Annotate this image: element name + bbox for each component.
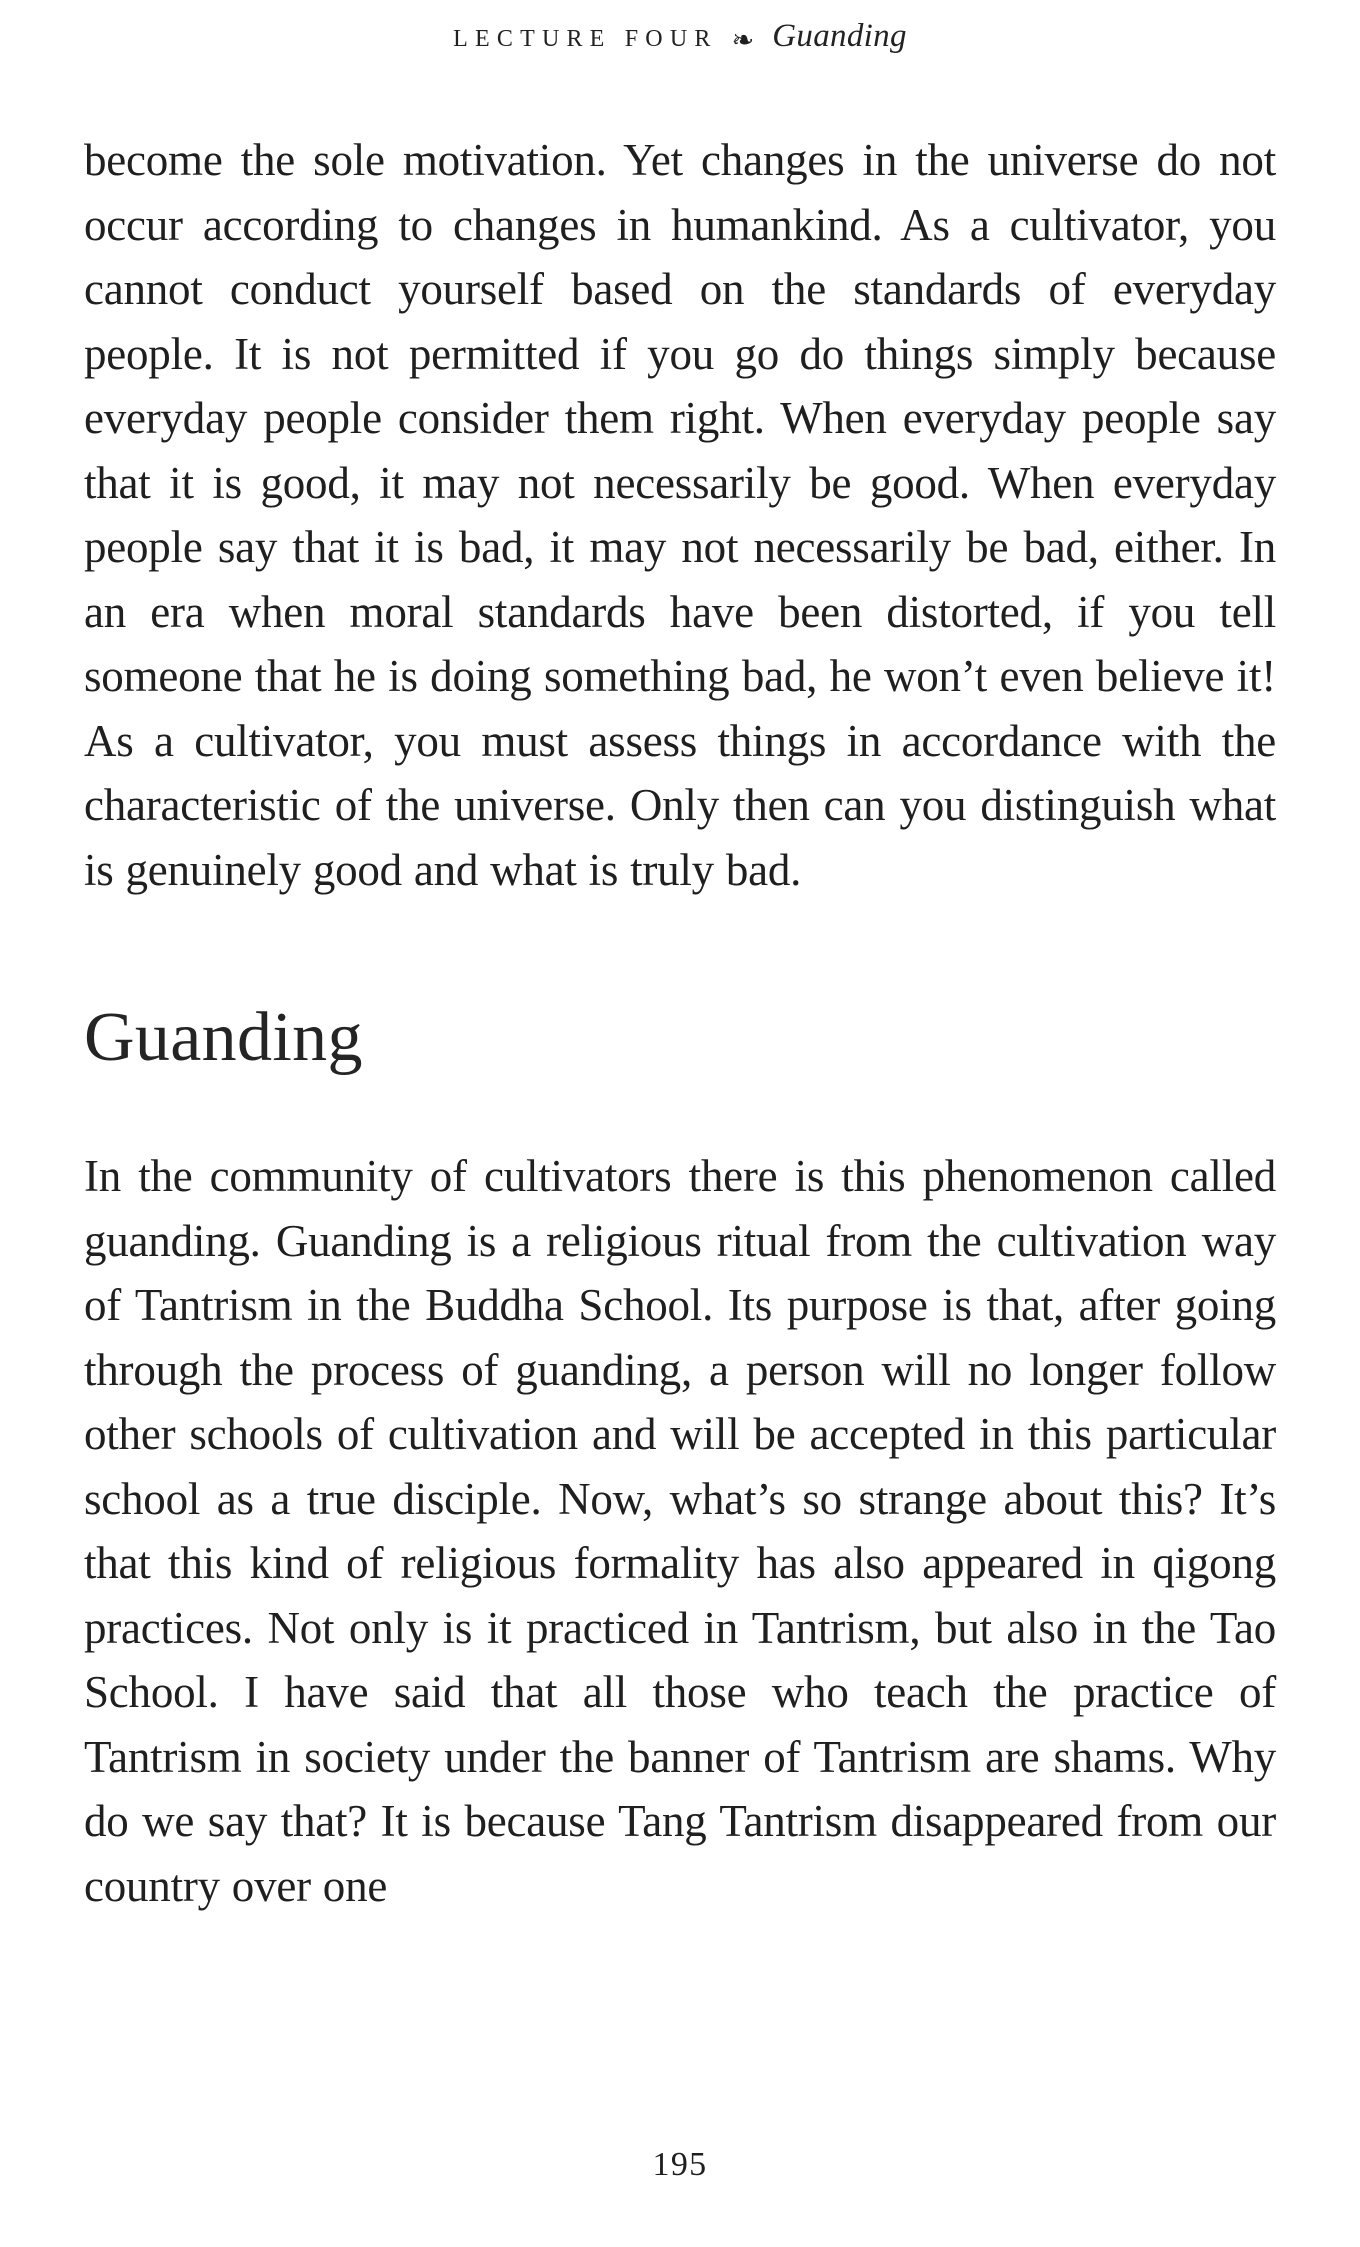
paragraph-continuation: become the sole motivation. Yet changes in the universe do not occur according to changes in humankind. As a cultivator, you cannot conduct yourself based on the standards of everyday people. It is not permitted if you go do things simply because everyday people consider them right. When everyday people say that it is good, it may not necessarily be good. When everyday people say that it is bad, it may not necessarily be bad, either. In an era when moral standards have been distorted, if you tell someone that he is doing something bad, he won’t even believe it! As a cultivator, you must assess things in accordance with the characteristic of the universe. Only then can you distinguish what is genuinely good and what is truly bad. [84,135,1276,895]
page-body [84,128,1276,1918]
paragraph-guanding-intro: In the community of cultivators there is this phenomenon called guanding. Guanding is a religious ritual from the cultivation way of Tantrism in the Buddha School. Its purpose is that, after going through the process of guanding, a person will no longer follow other schools of cultivation and will be accepted in this particular school as a true disciple. Now, what’s so strange about this? It’s that this kind of religious formality has also appeared in qigong practices. Not only is it practiced in Tantrism, but also in the Tao School. I have said that all those who teach the practice of Tantrism in society under the banner of Tantrism are shams. Why do we say that? It is because Tang Tantrism disappeared from our country over one [84,1151,1276,1911]
running-header-chapter-title: Guanding [772,18,907,54]
section-heading: Guanding [84,999,363,1076]
running-header [0,0,1360,56]
fleuron-ornament-icon: ❧ [731,25,755,56]
running-header-lecture-label: LECTURE FOUR [453,26,718,52]
page-footer [0,2146,1360,2184]
page-number: 195 [652,2146,708,2183]
